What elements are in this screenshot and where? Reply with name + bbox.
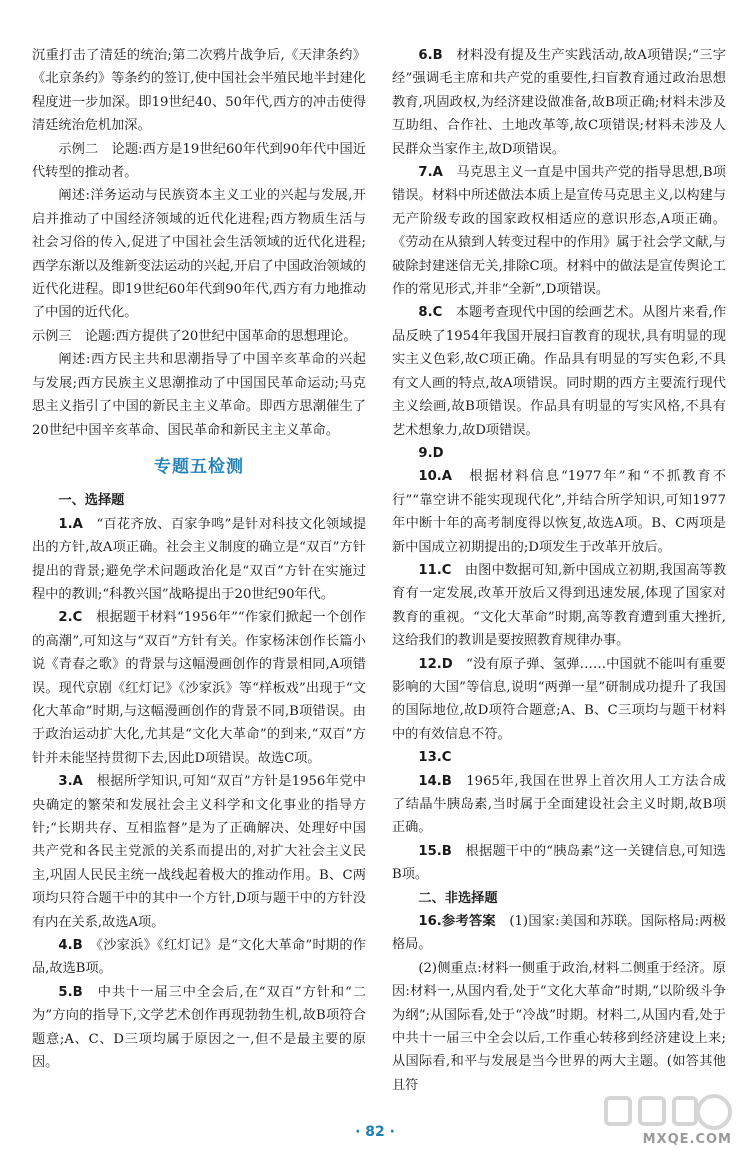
answer-text: “没有原子弹、氢弹……中国就不能叫有重要影响的大国”等信息,说明“两弹一星”研制成功提升了我国的国际地位,故D项符合题意;A、B、C三项均与题干材料中的有效信息不符。 xyxy=(392,656,726,742)
section-title: 专题五检测 xyxy=(154,456,244,477)
answer-number: 5.B xyxy=(58,984,83,1000)
answer-item xyxy=(392,44,726,161)
right-column xyxy=(392,44,726,1097)
answer-item xyxy=(32,770,366,934)
answer-text: 根据题干中的“胰岛素”这一关键信息,可知选B项。 xyxy=(392,843,726,883)
answer-number: 4.B xyxy=(58,938,83,954)
answer-number: 14.B xyxy=(418,773,452,789)
answer-number: 3.A xyxy=(58,774,83,790)
answer-number: 6.B xyxy=(418,48,443,63)
answer-number: 12.D xyxy=(418,656,453,672)
answer-text: (1)国家:美国和苏联。国际格局:两极格局。 xyxy=(392,914,726,953)
paragraph: 示例三 论题:西方提供了20世纪中国革命的思想理论。 xyxy=(32,328,357,344)
answer-item xyxy=(392,746,726,769)
answer-item xyxy=(32,981,366,1075)
paragraph: 阐述:西方民主共和思潮指导了中国辛亥革命的兴起与发展;西方民族主义思潮推动了中国国民革命运动;马克思主义指引了中国的新民主主义革命。即西方思潮催生了20世纪中国辛亥革命、国民革命和新民主主义革命。 xyxy=(32,352,366,438)
page-number: · 82 · xyxy=(355,1124,395,1140)
subsection-heading: 二、非选择题 xyxy=(418,890,498,906)
answer-text: 1965年,我国在世界上首次用人工方法合成了结晶牛胰岛素,当时属于全面建设社会主义时期,故B项正确。 xyxy=(392,773,726,836)
answer-item xyxy=(392,442,726,465)
answer-item: (2)侧重点:材料一侧重于政治,材料二侧重于经济。原因:材料一,从国内看,处于“文化大革命”时期,“以阶级斗争为纲”;从国际看,处于“冷战”时期。材料二,从国内看,处于中共十一届三中全会以后,工作重心转移到经济建设上来;从国际看,和平与发展是当今世界的两大主题。(如答其他且符 xyxy=(392,960,726,1093)
answer-number: 15.B xyxy=(418,843,452,859)
answer-text: 马克思主义一直是中国共产党的指导思想,B项错误。材料中所述做法本质上是宣传马克思主义,以构建与无产阶级专政的国家政权相适应的意识形态,A项正确。《劳动在从猿到人转变过程中的作用》属于社会学文献,与破除封建迷信无关,排除C项。材料中的做法是宣传舆论工作的常见形式,并非“全新”,D项错误。 xyxy=(392,165,726,298)
answer-item xyxy=(392,840,726,887)
answer-item xyxy=(392,910,726,957)
paragraph: 阐述:洋务运动与民族资本主义工业的兴起与发展,开启并推动了中国经济领域的近代化进程;西方物质生活与社会习俗的传入,促进了中国社会生活领域的近代化进程;西学东渐以及维新变法运动的兴起,开启了中国政治领域的近代化进程。即19世纪60年代到90年代,西方有力地推动了中国的近代化。 xyxy=(32,188,366,321)
answer-item xyxy=(32,513,366,607)
subsection-heading: 一、选择题 xyxy=(58,493,125,509)
paragraph: 示例二 论题:西方是19世纪60年代到90年代中国近代转型的推动者。 xyxy=(32,141,366,181)
watermark-text: MXQE.COM xyxy=(642,1132,732,1147)
answer-text: 根据所学知识,可知“双百”方针是1956年党中央确定的繁荣和发展社会主义科学和文化事业的指导方针;“长期共存、互相监督”是为了正确解决、处理好中国共产党和各民主党派的关系而提出的,对扩大社会主义民主,巩固人民民主统一战线起着极大的推动作用。B、C两项均只符合题干中的其中一个方针,D项与题干中的方针没有内在关系,故选A项。 xyxy=(32,774,366,930)
answer-item xyxy=(392,301,726,441)
answer-number: 1.A xyxy=(58,516,83,532)
answer-number: 2.C xyxy=(58,610,83,626)
answer-item xyxy=(32,606,366,770)
answer-text: 中共十一届三中全会后,在“双百”方针和“二为”方向的指导下,文学艺术创作再现勃勃生机,故B项符合题意;A、C、D三项均属于原因之一,但不是最主要的原因。 xyxy=(32,984,367,1071)
answer-text: 《沙家浜》《红灯记》是“文化大革命”时期的作品,故选B项。 xyxy=(32,938,366,977)
left-column xyxy=(32,44,366,1074)
answer-number: 16. xyxy=(418,914,442,930)
answer-item xyxy=(392,653,726,747)
answer-text: 材料没有提及生产实践活动,故A项错误;“三字经”强调毛主席和共产党的重要性,扫盲教育通过政治思想教育,巩固政权,为经济建设做准备,故B项正确;材料未涉及互助组、合作社、土地改革等,故C项错误;材料未涉及人民群众当家作主,故D项错误。 xyxy=(392,48,726,157)
answer-item xyxy=(32,934,366,981)
paragraph: 沉重打击了清廷的统治;第二次鸦片战争后,《天津条约》《北京条约》等条约的签订,使中国社会半殖民地半封建化程度进一步加深。即19世纪40、50年代,西方的冲击使得清廷统治危机加深。 xyxy=(32,48,366,134)
answer-item xyxy=(392,559,726,653)
answer-text: 本题考查现代中国的绘画艺术。从图片来看,作品反映了1954年我国开展扫盲教育的现状,具有明显的现实主义色彩,故C项正确。作品具有明显的写实色彩,不具有文人画的特点,故A项错误。同时期的西方主要流行现代主义绘画,故B项错误。作品具有明显的写实风格,不具有艺术想象力,故D项错误。 xyxy=(392,305,727,438)
answer-text: 根据材料信息“1977年”和“不抓教育不行”“靠空讲不能实现现代化”,并结合所学知识,可知1977年中断十年的高考制度得以恢复,故选A项。B、C两项是新中国成立初期提出的;D项发生于改革开放后。 xyxy=(392,469,727,555)
answer-number: 11.C xyxy=(418,562,452,578)
answer-item xyxy=(392,465,726,559)
answer-text: 根据题干材料“1956年”“作家们掀起一个创作的高潮”,可知这与“双百”方针有关。作家杨沫创作长篇小说《青春之歌》的背景与这幅漫画创作的背景相同,A项错误。现代京剧《红灯记》《沙家浜》等“样板戏”出现于“文化大革命”时期,与这幅漫画创作的背景不同,B项错误。由于政治运动扩大化,尤其是“文化大革命”的到来,“双百”方针并未能坚持贯彻下去,因此D项错误。故选C项。 xyxy=(32,610,366,766)
answer-number: 8.C xyxy=(418,305,443,321)
answer-text: 由图中数据可知,新中国成立初期,我国高等教育有一定发展,改革开放后又得到迅速发展,体现了国家对教育的重视。“文化大革命”时期,高等教育遭到重大挫折,这给我们的教训是要按照教育规律办事。 xyxy=(392,562,727,649)
answer-item xyxy=(392,770,726,840)
answer-number: 13.C xyxy=(418,750,452,766)
answer-number: 9.D xyxy=(418,445,444,461)
answer-label: 参考答案 xyxy=(441,914,496,930)
answer-item xyxy=(392,161,726,301)
answer-text: “百花齐放、百家争鸣”是针对科技文化领域提出的方针,故A项正确。社会主义制度的确立是“双百”方针提出的背景;避免学术问题政治化是“双百”方针在实施过程中的教训;“科教兴国”战略提出于20世纪90年代。 xyxy=(32,516,367,602)
answer-number: 7.A xyxy=(418,165,443,181)
answer-number: 10.A xyxy=(418,469,452,485)
